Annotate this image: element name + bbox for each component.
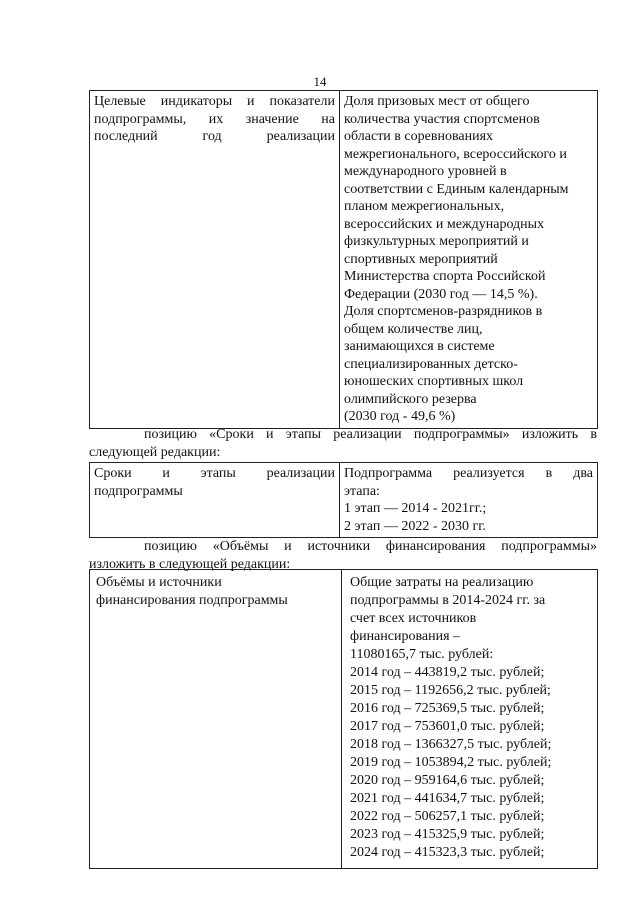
terms-stages-value [344, 483, 593, 536]
funding-table [89, 569, 598, 869]
indicator-line: области в соревнованиях [344, 129, 494, 144]
funding-line: 2015 год – 1192656,2 тыс. рублей; [350, 683, 551, 698]
target-indicators-label: Целевые индикаторы и показатели подпрограммы, их значение на последний год реализации [94, 94, 335, 144]
funding-line: 11080165,7 тыс. рублей: [350, 647, 494, 662]
target-indicators-value [344, 93, 593, 426]
indicator-line: соответствии с Единым календарным [344, 181, 569, 197]
funding-line: подпрограммы в 2014-2024 гг. за [350, 593, 546, 608]
funding-line: 2020 год – 959164,6 тыс. рублей; [350, 773, 545, 788]
stage-line: 2 этап — 2022 - 2030 гг. [344, 518, 486, 534]
paragraph-line: изложить в следующей редакции: [89, 556, 291, 572]
funding-line: 2023 год – 415325,9 тыс. рублей; [350, 827, 545, 842]
table-value-cell [342, 570, 598, 869]
indicator-line: спортивных мероприятий [344, 251, 498, 267]
table-row [90, 463, 598, 538]
indicator-line: межрегионального, всероссийского и [344, 146, 567, 162]
funding-label-line: финансирования подпрограммы [96, 592, 288, 608]
indicator-line: количества участия спортсменов [344, 111, 540, 127]
indicator-line: олимпийского резерва [344, 391, 477, 407]
stage-line: 1 этап — 2014 - 2021гг.; [344, 501, 487, 516]
indicator-line: Доля призовых мест от общего [344, 94, 530, 109]
funding-line: 2017 год – 753601,0 тыс. рублей; [350, 719, 545, 734]
indicator-line: международного уровней в [344, 164, 507, 179]
paragraph-funding-position [89, 538, 597, 573]
funding-line: 2019 год – 1053894,2 тыс. рублей; [350, 755, 552, 770]
terms-stages-value-first: Подпрограмма реализуется в два [344, 466, 593, 481]
target-indicators-table [89, 90, 598, 429]
funding-line: Общие затраты на реализацию [350, 575, 534, 590]
indicator-line: занимающихся в системе [344, 339, 495, 354]
indicator-line: физкультурных мероприятий и [344, 234, 529, 249]
funding-line: 2016 год – 725369,5 тыс. рублей; [350, 701, 545, 716]
table-row [90, 91, 598, 429]
indicator-line: общем количестве лиц, [344, 321, 483, 337]
funding-line: 2021 год – 441634,7 тыс. рублей; [350, 791, 545, 806]
page-number: 14 [313, 74, 327, 89]
indicator-line: специализированных детско- [344, 356, 518, 372]
funding-line: 2022 год – 506257,1 тыс. рублей; [350, 809, 545, 824]
funding-value [350, 574, 593, 862]
paragraph-line: следующей редакции: [89, 444, 221, 460]
paragraph-line: позицию «Объёмы и источники финансирования подпрограммы» [144, 539, 597, 554]
terms-stages-table [89, 462, 598, 538]
indicator-line: Доля спортсменов-разрядников в [344, 304, 543, 319]
indicator-line: планом межрегиональных, [344, 199, 505, 214]
funding-label [96, 574, 337, 609]
indicator-line: всероссийских и международных [344, 216, 545, 232]
terms-stages-label: Сроки и этапы реализации подпрограммы [94, 466, 335, 499]
table-row [90, 570, 598, 869]
paragraph-line: позицию «Сроки и этапы реализации подпрограммы» изложить в [144, 427, 597, 442]
funding-line: 2014 год – 443819,2 тыс. рублей; [350, 665, 545, 680]
table-label-cell [90, 91, 340, 429]
indicator-line: юношеских спортивных школ [344, 374, 524, 389]
table-value-cell [340, 463, 598, 538]
stage-line: этапа: [344, 483, 380, 499]
funding-line: счет всех источников [350, 611, 477, 626]
indicator-line: Министерства спорта Российской [344, 269, 546, 284]
table-value-cell [340, 91, 598, 429]
funding-line: 2024 год – 415323,3 тыс. рублей; [350, 845, 545, 860]
indicator-line: Федерации (2030 год — 14,5 %). [344, 286, 538, 302]
paragraph-terms-position [89, 426, 597, 461]
funding-line: 2018 год – 1366327,5 тыс. рублей; [350, 737, 552, 752]
table-label-cell [90, 570, 342, 869]
table-label-cell [90, 463, 340, 538]
funding-label-line: Объёмы и источники [96, 575, 222, 590]
funding-line: финансирования – [350, 629, 461, 644]
indicator-line: (2030 год - 49,6 %) [344, 409, 456, 424]
